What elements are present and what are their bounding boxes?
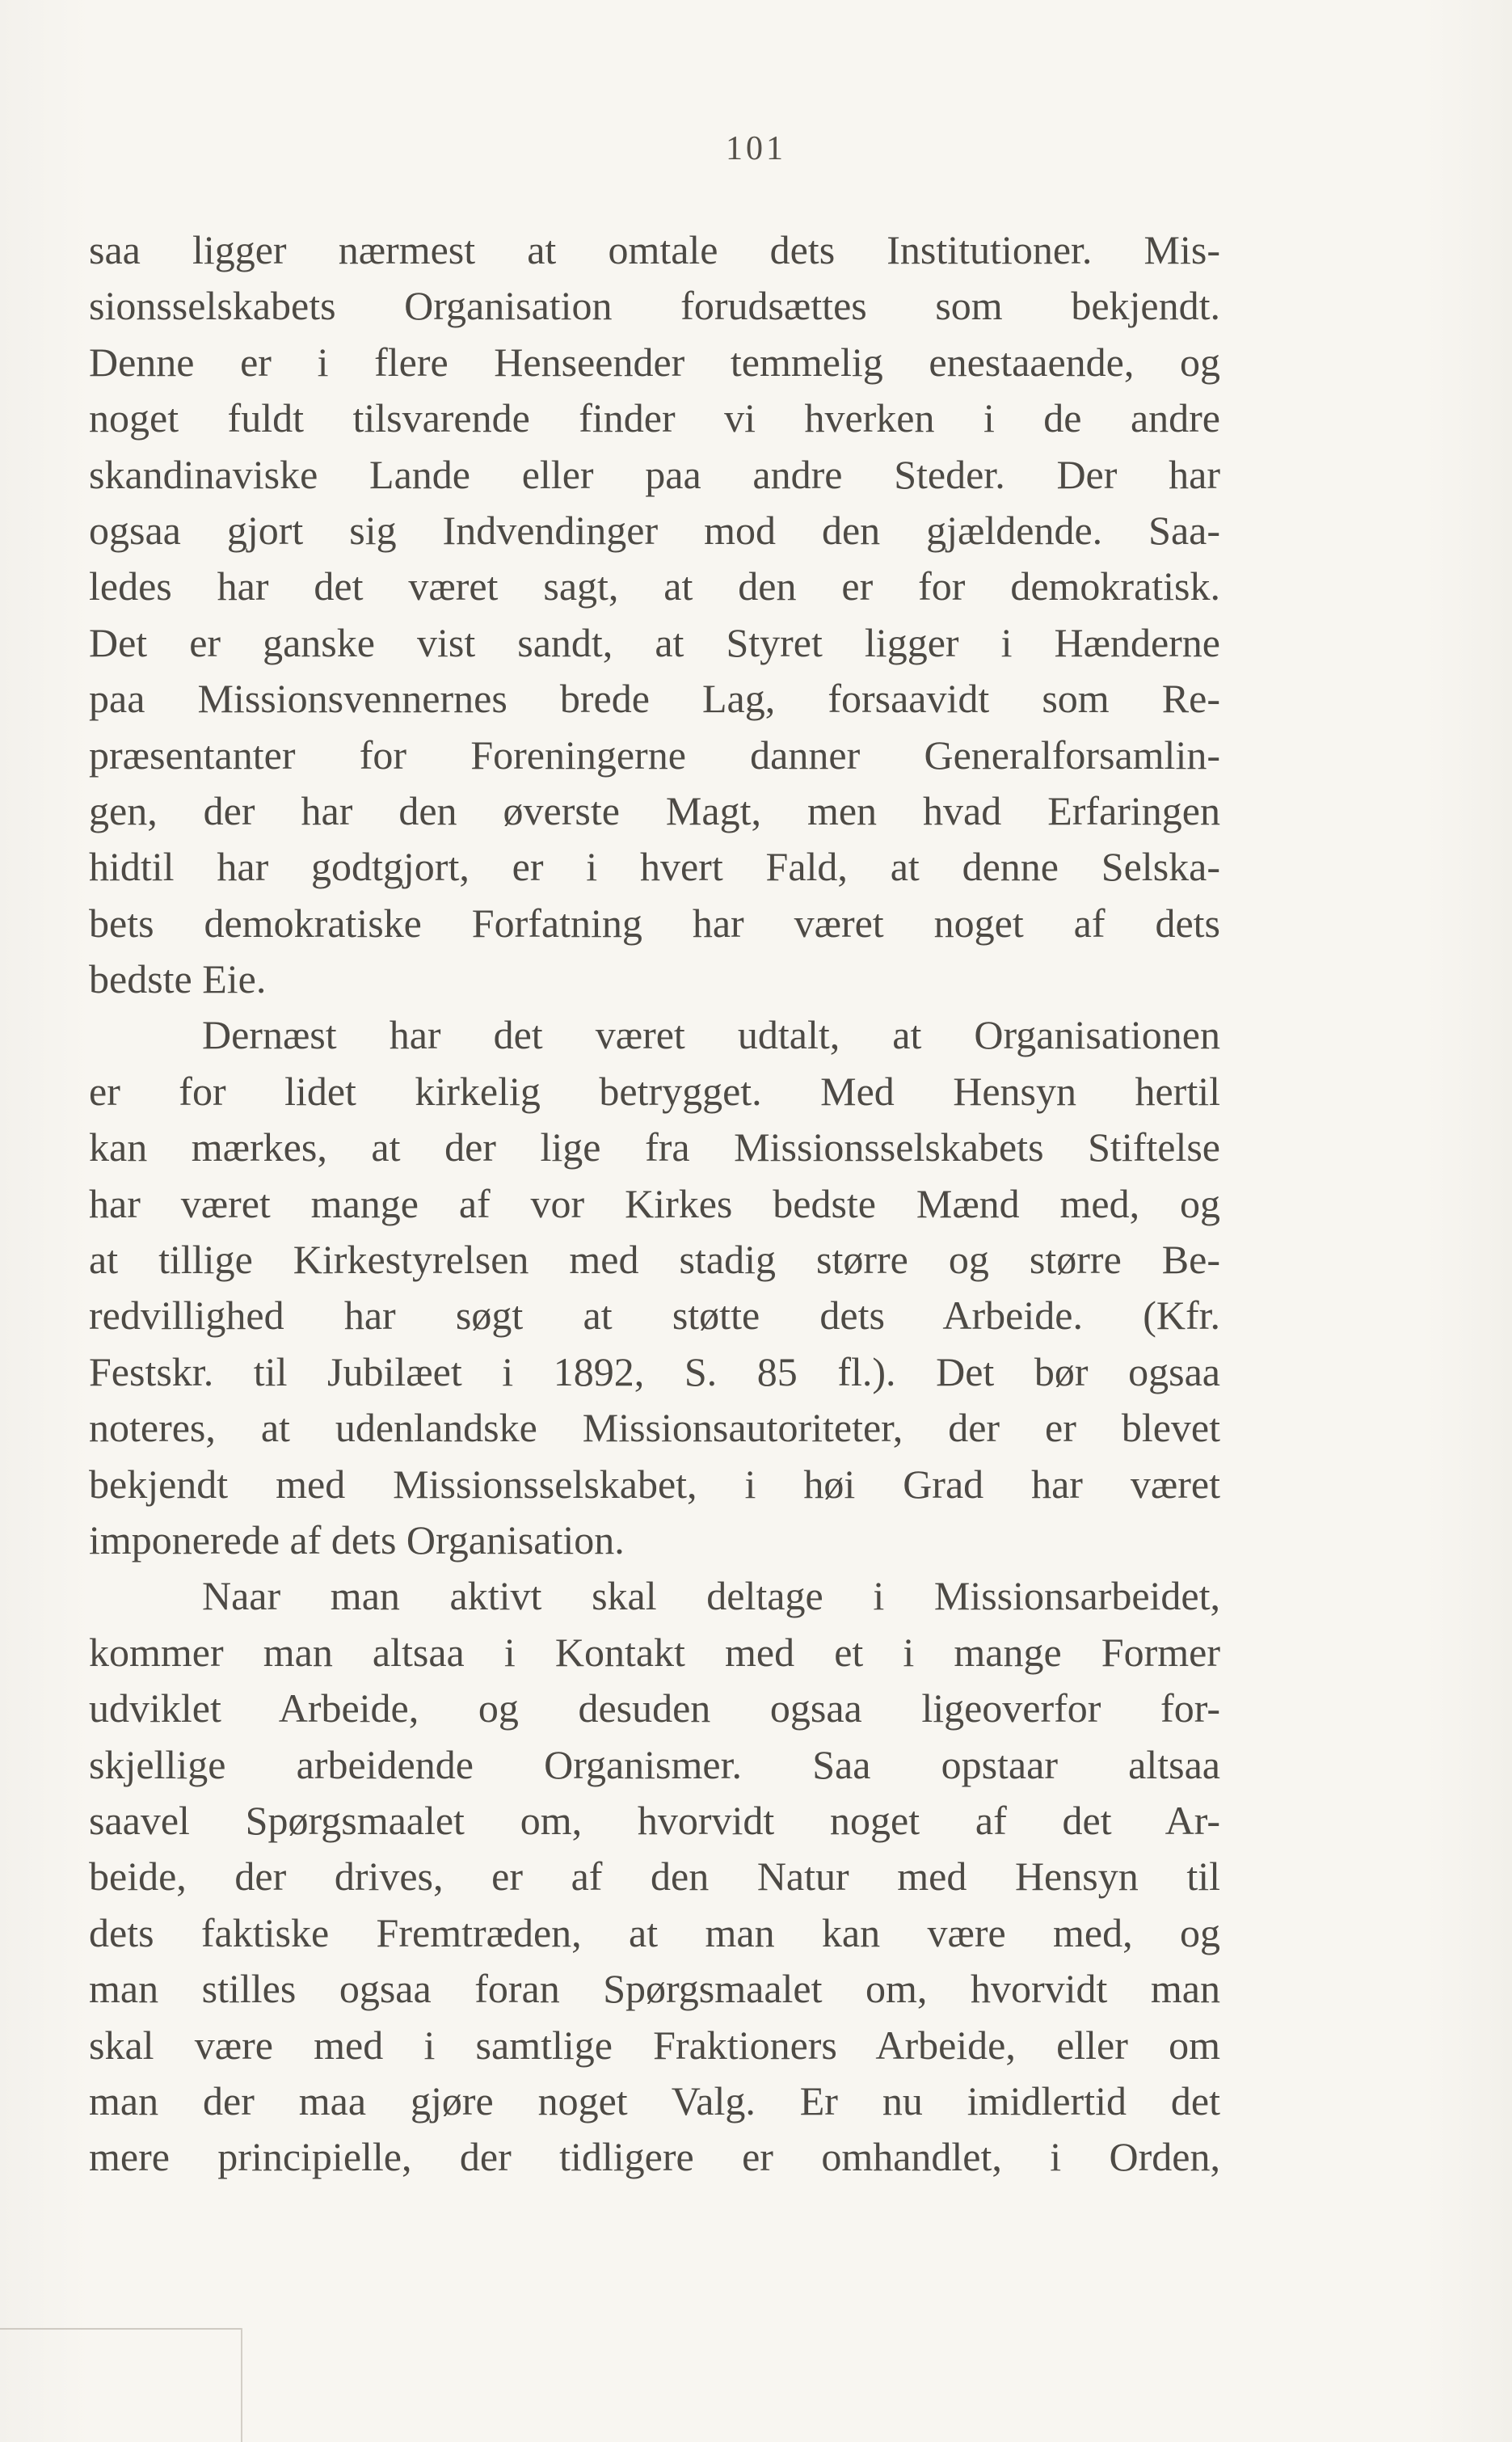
text-line: bekjendt med Missionsselskabet, i høi Grad har været <box>89 1461 1220 1507</box>
text-line: Denne er i flere Henseender temmelig enestaaende, og <box>89 339 1220 385</box>
page-number: 101 <box>726 130 786 167</box>
text-line: redvillighed har søgt at støtte dets Arbeide. (Kfr. <box>89 1293 1220 1339</box>
text-line: dets faktiske Fremtræden, at man kan være med, og <box>89 1909 1220 1955</box>
text-line: udviklet Arbeide, og desuden ogsaa ligeoverfor for- <box>89 1685 1220 1731</box>
text-line: har været mange af vor Kirkes bedste Mænd med, og <box>89 1180 1220 1226</box>
text-line: man stilles ogsaa foran Spørgsmaalet om, hvorvidt man <box>89 1966 1220 2012</box>
text-line: saavel Spørgsmaalet om, hvorvidt noget af det Ar- <box>89 1797 1220 1843</box>
text-line: er for lidet kirkelig betrygget. Med Hensyn hertil <box>89 1068 1220 1114</box>
text-line: at tillige Kirkestyrelsen med stadig større og større Be- <box>89 1237 1220 1283</box>
text-line: Festskr. til Jubilæet i 1892, S. 85 fl.). Det bør ogsaa <box>89 1348 1220 1394</box>
text-line: man der maa gjøre noget Valg. Er nu imidlertid det <box>89 2077 1220 2124</box>
text-line: ledes har det været sagt, at den er for demokratisk. <box>89 563 1220 609</box>
text-line: skjellige arbeidende Organismer. Saa opstaar altsaa <box>89 1741 1220 1787</box>
text-line: bets demokratiske Forfatning har været noget af dets <box>89 900 1220 946</box>
text-line: skandinaviske Lande eller paa andre Steder. Der har <box>89 451 1220 497</box>
text-line: noget fuldt tilsvarende finder vi hverken i de andre <box>89 395 1220 441</box>
text-line: mere principielle, der tidligere er omhandlet, i Orden, <box>89 2134 1220 2180</box>
scan-edge-line <box>241 2328 242 2442</box>
body-text <box>89 222 1220 2186</box>
text-line: Det er ganske vist sandt, at Styret ligger i Hænderne <box>89 619 1220 665</box>
text-line: skal være med i samtlige Fraktioners Arbeide, eller om <box>89 2022 1220 2068</box>
text-line: gen, der har den øverste Magt, men hvad Erfaringen <box>89 787 1220 833</box>
text-line: præsentanter for Foreningerne danner Generalforsamlin- <box>89 732 1220 778</box>
text-line: noteres, at udenlandske Missionsautoriteter, der er blevet <box>89 1405 1220 1451</box>
text-line: bedste Eie. <box>89 956 267 1002</box>
text-line: Dernæst har det været udtalt, at Organisationen <box>202 1012 1220 1058</box>
text-line: kan mærkes, at der lige fra Missionsselskabets Stiftelse <box>89 1124 1220 1170</box>
text-line: ogsaa gjort sig Indvendinger mod den gjældende. Saa- <box>89 507 1220 553</box>
text-line: imponerede af dets Organisation. <box>89 1516 625 1563</box>
text-line: sionsselskabets Organisation forudsættes som bekjendt. <box>89 283 1220 329</box>
text-line: saa ligger nærmest at omtale dets Institutioner. Mis- <box>89 227 1220 272</box>
text-line: hidtil har godtgjort, er i hvert Fald, at denne Selska- <box>89 844 1220 890</box>
text-line: beide, der drives, er af den Natur med Hensyn til <box>89 1854 1220 1900</box>
text-line: kommer man altsaa i Kontakt med et i mange Former <box>89 1629 1220 1675</box>
text-line: paa Missionsvennernes brede Lag, forsaavidt som Re- <box>89 676 1220 722</box>
scan-edge-line <box>0 2328 242 2330</box>
text-line: Naar man aktivt skal deltage i Missionsarbeidet, <box>202 1573 1220 1619</box>
